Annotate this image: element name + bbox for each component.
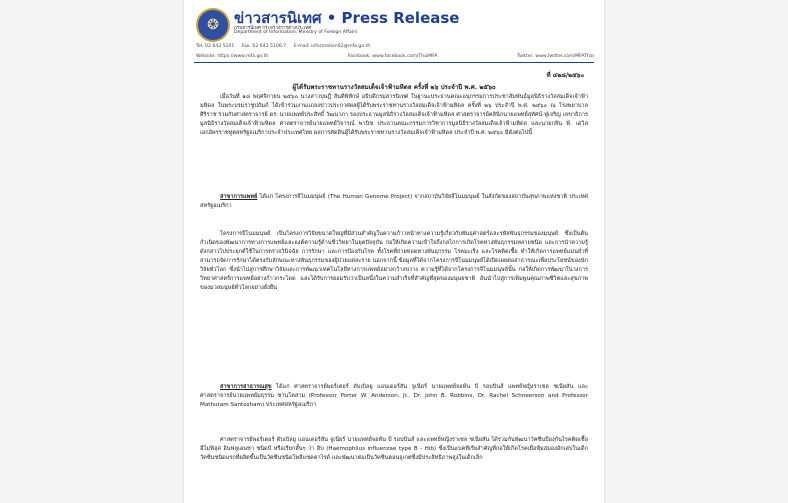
paragraph-genome-detail: โครงการจีโนมมนุษย์ เป็นโครงการวิจัยขนาดใหญ่ที่มีส่วนสำคัญในความก้าวหน้าทางความรู้เกี่ยวกับพันธุศาสตร์และรหัสพันธุกรรมของมนุษย์ ซึ่งเป็นต้นกำเนิดของพัฒนาการทางการแพทย์และองค์ความรู้ด้านชีววิทยาในยุคปัจจุบัน ก่อให้เกิดความเข้าใจถึงกลไกการเกิดโรคทางพันธุกรรมหลายชนิด และการนำความรู้ดังกล่าวไปประยุกต์ใช้ในการตรวจวินิจฉัย การรักษา และการป้องกันโรค ทั้งโรคที่ถ่ายทอดทางพันธุกรรม โรคมะเร็ง และโรคติดเชื้อ ทำให้เกิดการแพทย์แม่นยำที่สามารถจัดการรักษาได้ตรงกับลักษณะทางพันธุกรรมของผู้ป่วยแต่ละราย นอกจากนี้ ข้อมูลที่ได้จากโครงการจีโนมมนุษย์ได้เปิดเผยต่อสาธารณะเพื่อประโยชน์ของนักวิจัยทั่วโลก ซึ่งนำไปสู่การศึกษาวิจัยและการพัฒนาเทคโนโลยีทางการแพทย์อย่างกว้างขวาง ความรู้ที่ได้จากโครงการจีโนมมนุษย์นั้น ก่อให้เกิดการพัฒนาในวงการวิทยาศาสตร์การแพทย์อย่างก้าวกระโดด และได้รับการยอมรับว่าเป็นหนึ่งในความสำเร็จที่สำคัญที่สุดของมนุษยชาติ อันนำไปสู่การเพิ่มพูนคุณภาพชีวิตและสุขภาพของมวลมนุษย์ทั่วโลกอย่างยั่งยืน	[200, 231, 588, 292]
facebook-link[interactable]: Facebook: www.facebook.com/ThaiMFA	[347, 54, 438, 59]
department-thai: กรมสารนิเทศ กระทรวงการต่างประเทศ	[234, 26, 312, 31]
public-health-text: ได้แก่ ศาสตราจารย์พอร์เตอร์ ดับเบิลยู แอนเดอร์สัน จูเนียร์ นายแพทย์จอห์น บี รอบบินส์ แพทย์หญิงราเชล ชเนียสัน และศาสตราจารย์นายแพทย์มธุรรม ซานโตสาม (Professor Porter W. Anderson, Jr., Dr. John B. Robbins, Dr. Rachel Schneerson and Professor Mathuram Santosham) ประเทศสหรัฐอเมริกา	[200, 384, 588, 409]
website-link[interactable]: Website: https://www.mfa.go.th	[196, 54, 269, 59]
header-divider	[194, 62, 594, 63]
public-health-heading: สาขาการสาธารณสุข	[220, 384, 272, 390]
ministry-seal-icon: ❂	[196, 8, 230, 42]
press-release-brand: ข่าวสารนิเทศ • Press Release	[234, 9, 460, 27]
paragraph-medicine	[200, 193, 588, 211]
document-title: ผู้ได้รับพระราชทานรางวัลสมเด็จเจ้าฟ้ามหิดล ครั้งที่ ๒๖ ประจำปี พ.ศ. ๒๕๖๐	[292, 84, 496, 91]
fax: Fax. 02 643 5106-7	[241, 44, 287, 49]
telephone: Tel. 02 643 5101	[196, 44, 235, 49]
paragraph-public-health	[200, 383, 588, 410]
medicine-text: ได้แก่ โครงการจีโนมมนุษย์ (The Human Genome Project) จากสถาบันวิจัยจีโนมมนุษย์ ในสังกัดของสถาบันสุขภาพแห่งชาติ ประเทศสหรัฐอเมริกา	[200, 194, 588, 210]
department-english: Department of Information, Ministry of Foreign Affairs	[234, 30, 358, 35]
reference-number: ที่ ๔๒๘/๒๕๖๐	[546, 72, 584, 79]
paragraph-vaccine-detail: ศาสตราจารย์พอร์เตอร์ ดับเบิลยู แอนเดอร์สัน จูเนียร์ นายแพทย์จอห์น บี รอบบินส์ และแพทย์หญิงราเชล ชเนียสัน ได้ร่วมกันพัฒนาวัคซีนป้องกันโรคติดเชื้อฮีโมฟิลุส อินฟลูเอนซา ชนิดบี หรือเรียกสั้นๆ ว่า ฮิบ (Haemophilus influenzae type B - Hib) ซึ่งเป็นแบคทีเรียสำคัญที่ก่อให้เกิดโรคเยื่อหุ้มสมองอักเสบในเด็ก วัคซีนชนิดแรกที่ผลิตขึ้นเป็นวัคซีนชนิดโพลีแซคคาไรด์ และพัฒนาต่อเป็นวัคซีนคอนจูเกตซึ่งมีประสิทธิภาพสูงในเด็กเล็ก	[200, 437, 588, 462]
twitter-link[interactable]: Twitter: www.twitter.com/MFAThai	[517, 54, 594, 59]
contact-line	[196, 44, 376, 49]
medicine-heading: สาขาการแพทย์	[220, 194, 258, 200]
paragraph-intro: เมื่อวันที่ ๑๘ พฤศจิกายน ๒๕๖๐ นางสาวบุษฎี สันติพิทักษ์ อธิบดีกรมสารนิเทศ ในฐานะประธานคณะอนุกรรมการประชาสัมพันธ์มูลนิธิรางวัลสมเด็จเจ้าฟ้ามหิดล ในพระบรมราชูปถัมภ์ ได้เข้าร่วมงานแถลงข่าวประกาศผลผู้ได้รับพระราชทานรางวัลสมเด็จเจ้าฟ้ามหิดล ครั้งที่ ๒๖ ประจำปี พ.ศ. ๒๕๖๐ ณ โรงพยาบาลศิริราช ร่วมกับศาสตราจารย์ ดร. นายแพทย์ประสิทธิ์ วัฒนาภา รองประธานมูลนิธิรางวัลสมเด็จเจ้าฟ้ามหิดล ศาสตราจารย์คลินิกนายแพทย์สุทัศน์ ฟู่เจริญ เลขาธิการมูลนิธิรางวัลสมเด็จเจ้าฟ้ามหิดล ศาสตราจารย์นายแพทย์วิจารณ์ พานิช ประธานคณะกรรมการวิชาการมูลนิธิรางวัลสมเด็จเจ้าฟ้ามหิดล และนายกสิน พี. เดวิส เอกอัครราชทูตสหรัฐอเมริกาประจำประเทศไทย ผลการตัดสินผู้ได้รับพระราชทานรางวัลสมเด็จเจ้าฟ้ามหิดล ประจำปี พ.ศ. ๒๕๖๐ มีดังต่อไปนี้	[200, 94, 588, 137]
social-links	[196, 54, 594, 59]
press-release-page	[184, 0, 604, 503]
email[interactable]: E-mail: information02@mfa.go.th	[293, 44, 371, 49]
